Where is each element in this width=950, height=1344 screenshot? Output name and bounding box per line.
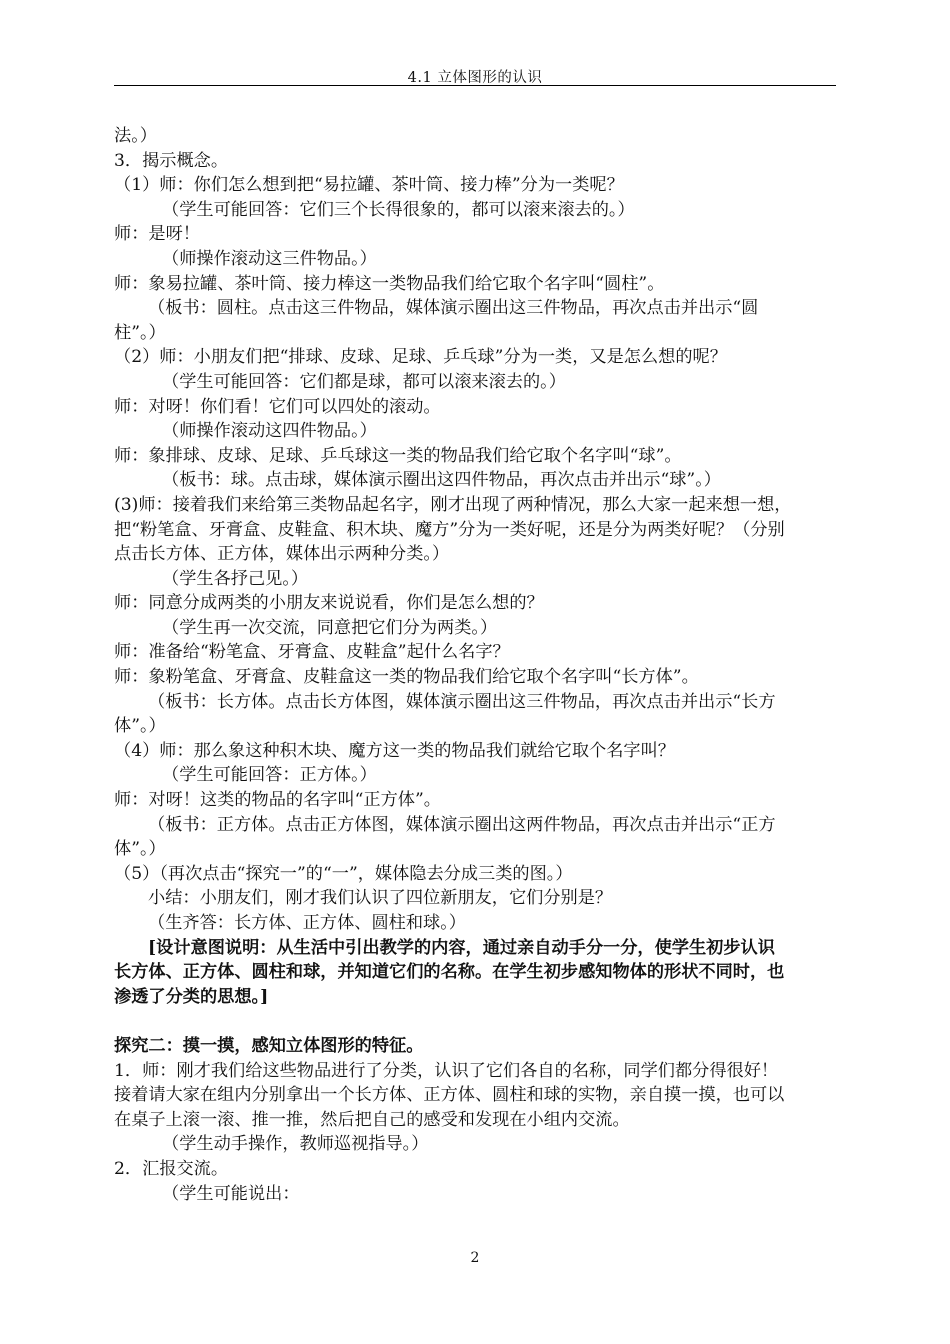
design-intent-note: 渗透了分类的思想。] bbox=[114, 986, 269, 1007]
text-line: 法。） bbox=[114, 126, 157, 146]
text-line: （板书：球。点击球，媒体演示圈出这四件物品，再次点击并出示“球”。） bbox=[162, 470, 721, 491]
text-line: 在桌子上滚一滚、推一推，然后把自己的感受和发现在小组内交流。 bbox=[114, 1109, 630, 1130]
text-line: （学生可能回答：它们三个长得很象的，都可以滚来滚去的。） bbox=[162, 199, 635, 220]
text-line: 体”。） bbox=[114, 716, 166, 737]
text-line: 3．揭示概念。 bbox=[114, 150, 229, 171]
document-body bbox=[114, 124, 840, 1206]
text-line: （板书：正方体。点击正方体图，媒体演示圈出这两件物品，再次点击并出示“正方 bbox=[148, 814, 776, 835]
header-rule bbox=[114, 85, 836, 86]
text-line: 师：同意分成两类的小朋友来说说看，你们是怎么想的？ bbox=[114, 593, 544, 614]
text-line: （学生可能回答：正方体。） bbox=[162, 765, 377, 786]
text-line: （学生可能回答：它们都是球，都可以滚来滚去的。） bbox=[162, 371, 566, 392]
text-line: (3)师：接着我们来给第三类物品起名字，刚才出现了两种情况，那么大家一起来想一想， bbox=[114, 494, 792, 515]
text-line: （5）（再次点击“探究一”的“一”，媒体隐去分成三类的图。） bbox=[114, 863, 573, 884]
text-line: 点击长方体、正方体，媒体出示两种分类。） bbox=[114, 544, 450, 565]
text-line: 2．汇报交流。 bbox=[114, 1158, 229, 1179]
text-line: 师：象易拉罐、茶叶筒、接力棒这一类物品我们给它取个名字叫“圆柱”。 bbox=[114, 273, 665, 294]
text-line: （师操作滚动这四件物品。） bbox=[162, 421, 377, 442]
text-line: （学生再一次交流，同意把它们分为两类。） bbox=[162, 617, 498, 638]
text-line: （生齐答：长方体、正方体、圆柱和球。） bbox=[148, 913, 466, 933]
design-intent-note: [设计意图说明：从生活中引出教学的内容，通过亲自动手分一分，使学生初步认识 bbox=[148, 937, 775, 958]
text-line: 柱”。） bbox=[114, 322, 166, 343]
text-line: 师：对呀！这类的物品的名字叫“正方体”。 bbox=[114, 790, 441, 811]
text-line: （学生可能说出： bbox=[162, 1183, 300, 1204]
design-intent-note: 长方体、正方体、圆柱和球，并知道它们的名称。在学生初步感知物体的形状不同时，也 bbox=[114, 962, 785, 983]
text-line: 体”。） bbox=[114, 839, 166, 860]
text-line: 1．师：刚才我们给这些物品进行了分类，认识了它们各自的名称，同学们都分得很好！ bbox=[114, 1060, 779, 1081]
text-line: （学生动手操作，教师巡视指导。） bbox=[162, 1134, 429, 1155]
text-line: 师：是呀！ bbox=[114, 224, 200, 245]
text-line: （4）师：那么象这种积木块、魔方这一类的物品我们就给它取个名字叫？ bbox=[114, 740, 675, 761]
text-line: 师：对呀！你们看！它们可以四处的滚动。 bbox=[114, 396, 441, 417]
text-line: （板书：长方体。点击长方体图，媒体演示圈出这三件物品，再次点击并出示“长方 bbox=[148, 691, 776, 712]
text-line: 师：象排球、皮球、足球、乒乓球这一类的物品我们给它取个名字叫“球”。 bbox=[114, 445, 682, 466]
text-line: （1）师：你们怎么想到把“易拉罐、茶叶筒、接力棒”分为一类呢？ bbox=[114, 175, 624, 196]
text-line: 师：准备给“粉笔盒、牙膏盒、皮鞋盒”起什么名字？ bbox=[114, 642, 510, 663]
text-line: 把“粉笔盒、牙膏盒、皮鞋盒、积木块、魔方”分为一类好呢，还是分为两类好呢？（分别 bbox=[114, 519, 785, 540]
paragraph-gap bbox=[114, 1009, 840, 1034]
page-header-title: 4.1 立体图形的认识 bbox=[407, 70, 543, 86]
page-number: 2 bbox=[470, 1250, 480, 1266]
text-line: （师操作滚动这三件物品。） bbox=[162, 248, 377, 269]
text-line: （学生各抒己见。） bbox=[162, 568, 309, 589]
section-heading: 探究二：摸一摸，感知立体图形的特征。 bbox=[114, 1035, 424, 1056]
text-line: （板书：圆柱。点击这三件物品，媒体演示圈出这三件物品，再次点击并出示“圆 bbox=[148, 298, 759, 319]
text-line: 小结：小朋友们，刚才我们认识了四位新朋友，它们分别是？ bbox=[148, 888, 613, 909]
text-line: 师：象粉笔盒、牙膏盒、皮鞋盒这一类的物品我们给它取个名字叫“长方体”。 bbox=[114, 667, 699, 688]
text-line: 接着请大家在组内分别拿出一个长方体、正方体、圆柱和球的实物，亲自摸一摸，也可以 bbox=[114, 1085, 785, 1106]
text-line: （2）师：小朋友们把“排球、皮球、足球、乒乓球”分为一类，又是怎么想的呢？ bbox=[114, 347, 727, 368]
